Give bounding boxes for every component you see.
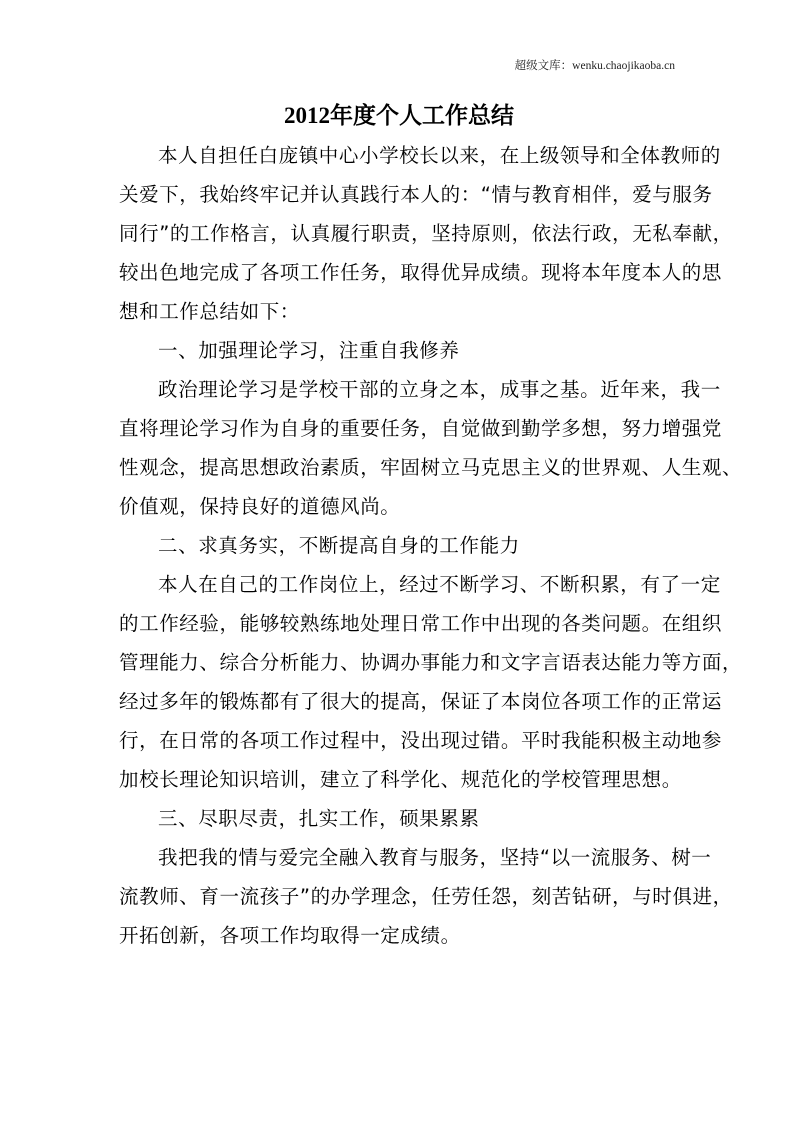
document-title: 2012年度个人工作总结 <box>284 103 514 128</box>
text-line: 同行”的工作格言，认真履行职责，坚持原则，依法行政，无私奉献， <box>119 222 733 245</box>
text-line: 性观念，提高思想政治素质，牢固树立马克思主义的世界观、人生观、 <box>119 456 743 479</box>
text-line: 本人在自己的工作岗位上，经过不断学习、不断积累，有了一定 <box>158 573 721 596</box>
text-line: 经过多年的锻炼都有了很大的提高，保证了本岗位各项工作的正常运 <box>119 690 723 713</box>
text-line: 管理能力、综合分析能力、协调办事能力和文字言语表达能力等方面， <box>119 651 743 674</box>
text-line: 关爱下，我始终牢记并认真践行本人的：“情与教育相伴，爱与服务 <box>119 183 713 206</box>
text-line: 较出色地完成了各项工作任务，取得优异成绩。现将本年度本人的思 <box>119 261 723 284</box>
text-line: 行，在日常的各项工作过程中，没出现过错。平时我能积极主动地参 <box>119 729 723 752</box>
intro-paragraph <box>119 136 733 331</box>
text-line: 加校长理论知识培训，建立了科学化、规范化的学校管理思想。 <box>119 768 682 791</box>
text-line: 本人自担任白庞镇中心小学校长以来，在上级领导和全体教师的 <box>158 144 721 167</box>
section-paragraph <box>119 370 743 526</box>
section-3 <box>119 799 733 955</box>
section-heading: 一、加强理论学习，注重自我修养 <box>158 339 460 362</box>
section-heading: 二、求真务实，不断提高自身的工作能力 <box>158 534 520 557</box>
section-1 <box>119 331 743 526</box>
page-header-watermark: 超级文库：wenku.chaojikaoba.cn <box>514 60 675 72</box>
text-line: 我把我的情与爱完全融入教育与服务，坚持“以一流服务、树一 <box>158 846 712 869</box>
document-body <box>119 96 743 955</box>
section-2 <box>119 526 743 799</box>
section-paragraph <box>119 565 743 799</box>
section-paragraph <box>119 838 733 955</box>
text-line: 的工作经验，能够较熟练地处理日常工作中出现的各类问题。在组织 <box>119 612 723 635</box>
text-line: 价值观，保持良好的道德风尚。 <box>119 495 401 518</box>
text-line: 政治理论学习是学校干部的立身之本，成事之基。近年来，我一 <box>158 378 721 401</box>
text-line: 想和工作总结如下： <box>119 300 300 323</box>
text-line: 流教师、育一流孩子”的办学理念，任劳任怨，刻苦钻研，与时俱进， <box>119 885 733 908</box>
text-line: 直将理论学习作为自身的重要任务，自觉做到勤学多想，努力增强党 <box>119 417 723 440</box>
section-heading: 三、尽职尽责，扎实工作，硕果累累 <box>158 807 480 830</box>
text-line: 开拓创新，各项工作均取得一定成绩。 <box>119 924 461 947</box>
